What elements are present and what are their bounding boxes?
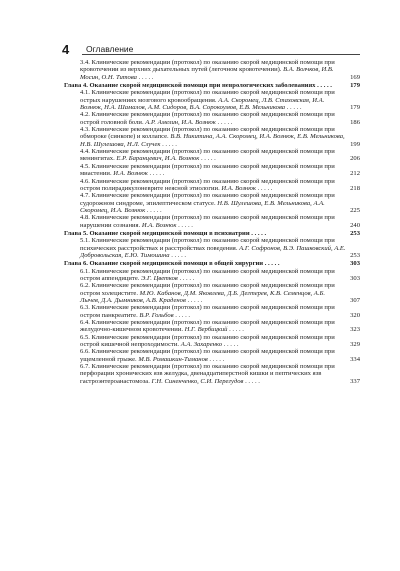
toc-leader-dots: . . . . .: [227, 326, 244, 334]
toc-page-number: 225: [350, 206, 360, 214]
toc-entry-title: [80, 111, 360, 126]
toc-entry-authors: А.А. Захаренко: [180, 341, 223, 349]
toc-entry[interactable]: [64, 148, 360, 163]
toc-leader-dots: . . . . .: [136, 73, 154, 81]
page-number: 4: [62, 42, 70, 57]
toc-chapter[interactable]: [64, 82, 360, 89]
toc-page-number: 329: [350, 341, 360, 349]
toc-entry-authors: А.Г. Софронов, В.Э. Пашковский, А.Е. Добровольская, Е.Ю. Тимошина: [80, 244, 346, 259]
toc-leader-dots: . . . . .: [215, 118, 233, 126]
toc-entry-text: Глава 6. Оказание скорой медицинской помощи в общей хирургии: [64, 260, 264, 268]
toc-entry-authors: А.А. Скоромец, Л.В. Стаховская, И.А. Вознюк, Н.А. Шамалов, А.М. Сидоров, В.А. Сорокоумов, Е.В. Мельникова: [80, 96, 325, 112]
toc-leader-dots: . . . . .: [315, 82, 332, 90]
toc-entry-title: [80, 319, 360, 334]
toc-page-number: 323: [350, 326, 360, 334]
toc-leader-dots: . . . . .: [185, 297, 203, 304]
toc-page-number: 320: [350, 311, 360, 319]
toc-leader-dots: . . . . .: [147, 170, 165, 178]
toc-leader-dots: . . . . .: [145, 206, 162, 214]
toc-entry-authors: И.А. Вознюк: [141, 221, 177, 229]
toc-entry-authors: Е.Р. Баранцевич, И.А. Вознюк: [116, 155, 200, 163]
toc-entry[interactable]: [64, 268, 360, 283]
toc-page-number: 240: [350, 221, 360, 229]
toc-page-number: 218: [350, 184, 360, 192]
toc-entry-title: [80, 192, 360, 214]
page-header: [62, 42, 362, 60]
toc-leader-dots: . . . . .: [160, 140, 177, 148]
toc-entry-title: [80, 268, 360, 283]
toc-page-number: 253: [350, 251, 360, 259]
toc-entry-text: Глава 5. Оказание скорой медицинской помощи в психиатрии: [64, 229, 250, 237]
toc-entry-authors: И.А. Вознюк: [113, 170, 148, 178]
toc-entry[interactable]: [64, 319, 360, 334]
toc-leader-dots: . . . . .: [222, 341, 239, 349]
toc-entry-text: 6.7. Клинические рекомендации (протокол) по оказанию скорой медицинской помощи при перфорации хронических язв желудка, двенадцатиперстной кишки и пептических язв гастроэнтероанастомоза.: [80, 363, 335, 385]
toc-entry-text: 6.6. Клинические рекомендации (протокол) по оказанию скорой медицинской помощи при ущемленной грыже.: [80, 348, 335, 363]
toc-entry[interactable]: [64, 282, 360, 304]
toc-entry-title: [80, 163, 360, 178]
toc-entry-authors: И.А. Вознюк: [221, 184, 256, 192]
toc-entry-text: 6.1. Клинические рекомендации (протокол) по оказанию скорой медицинской помощи при остром аппендиците.: [80, 267, 335, 282]
toc-leader-dots: . . . . .: [169, 251, 187, 259]
toc-entry-authors: Н.В. Шулешова, Е.В. Мельникова, А.А. Скоромец, И.А. Вознюк: [80, 199, 325, 214]
toc-entry-text: 4.5. Клинические рекомендации (протокол) по оказанию скорой медицинской помощи при миастении.: [80, 162, 335, 178]
toc-entry-authors: М.В. Ромашкин-Тиманов: [138, 355, 208, 363]
toc-entry[interactable]: [64, 178, 360, 193]
toc-entry[interactable]: [64, 304, 360, 319]
toc-page-number: 334: [350, 355, 360, 363]
toc-entry-title: [80, 237, 360, 259]
toc-entry-title: [80, 126, 360, 148]
toc-entry[interactable]: [64, 111, 360, 126]
toc-entry-title: [64, 230, 360, 237]
toc-entry-title: [64, 260, 360, 267]
toc-entry-text: 5.1. Клинические рекомендации (протокол) по оказанию скорой медицинской помощи при психических расстройствах и расстройствах поведения.: [80, 237, 335, 252]
toc-entry[interactable]: [64, 348, 360, 363]
toc-entry-text: 4.4. Клинические рекомендации (протокол) по оказанию скорой медицинской помощи при менингитах.: [80, 148, 335, 163]
toc-leader-dots: . . . . .: [255, 184, 273, 192]
toc-page-number: 199: [350, 140, 360, 148]
toc-leader-dots: . . . . .: [173, 311, 191, 319]
toc-page-number: 169: [350, 73, 360, 81]
toc-entry-text: 6.3. Клинические рекомендации (протокол) по оказанию скорой медицинской помощи при остром панкреатите.: [80, 304, 335, 319]
toc-entry[interactable]: [64, 334, 360, 349]
toc-page-number: 179: [350, 82, 360, 90]
toc-entry-text: Глава 4. Оказание скорой медицинской помощи при неврологических заболеваниях: [64, 82, 316, 90]
toc-page-number: 337: [350, 377, 360, 385]
toc-entry-title: [80, 148, 360, 163]
toc-entry-text: 6.4. Клинические рекомендации (протокол) по оказанию скорой медицинской помощи при желудочно-кишечном кровотечении.: [80, 319, 335, 334]
toc-entry[interactable]: [64, 214, 360, 229]
toc-page-number: 206: [350, 155, 360, 163]
toc-entry-text: 6.5. Клинические рекомендации (протокол) по оказанию скорой медицинской помощи при острой кишечной непроходимости.: [80, 333, 335, 349]
toc-entry-authors: Э.Г. Цветков: [141, 274, 178, 282]
toc-entry-title: [80, 348, 360, 363]
toc-leader-dots: . . . . .: [285, 104, 302, 112]
toc-leader-dots: . . . . .: [207, 355, 225, 363]
toc-entry[interactable]: [64, 89, 360, 111]
toc-entry-title: [80, 363, 360, 385]
toc-entry[interactable]: [64, 363, 360, 385]
toc-page-number: 212: [350, 170, 360, 178]
toc-entry-authors: Г.Н. Синенченко, С.И. Перегудов: [151, 377, 244, 385]
toc-entry[interactable]: [64, 163, 360, 178]
toc-entry-title: [80, 59, 360, 81]
toc-chapter[interactable]: [64, 230, 360, 237]
toc-page-number: 186: [350, 118, 360, 126]
toc-entry-authors: М.Ю. Кабанов, Д.М. Яковлева, Д.Б. Дегтерев, К.В. Семенцов, А.Б. Лычев, Д.А. Дымников, А.В. Краденов: [80, 289, 326, 304]
toc-entry-authors: В.В. Никитина, А.А. Скоромец, И.А. Вознюк, Е.В. Мельникова, Н.В. Шулешова, Н.Л. Случек: [80, 133, 345, 148]
toc-entry-text: 4.3. Клинические рекомендации (протокол) по оказанию скорой медицинской помощи при обмороке (синкопе) и коллапсе.: [80, 126, 335, 141]
toc-leader-dots: . . . . .: [199, 155, 216, 163]
toc-page-number: 179: [350, 104, 360, 112]
toc-entry-title: [80, 214, 360, 229]
toc-entry-text: 6.2. Клинические рекомендации (протокол) по оказанию скорой медицинской помощи при остром холецистите.: [80, 282, 335, 297]
toc-page-number: 303: [350, 274, 360, 282]
toc-entry-text: 4.7. Клинические рекомендации (протокол) по оказанию скорой медицинской помощи при судорожном синдроме, эпилептическом статусе.: [80, 192, 335, 207]
toc-entry-title: [80, 282, 360, 304]
toc-entry[interactable]: [64, 237, 360, 259]
toc-leader-dots: . . . . .: [249, 229, 267, 237]
toc-entry-text: 4.2. Клинические рекомендации (протокол) по оказанию скорой медицинской помощи при острой головной боли.: [80, 111, 335, 126]
toc-entry-title: [80, 89, 360, 111]
toc-chapter[interactable]: [64, 260, 360, 267]
toc-leader-dots: . . . . .: [176, 221, 193, 229]
toc-entry-authors: А.Р. Амелин, И.А. Вознюк: [145, 118, 216, 126]
toc-leader-dots: . . . . .: [243, 377, 260, 385]
toc-entry-authors: В.Р. Гольбов: [139, 311, 174, 319]
running-header-title: Оглавление: [86, 44, 134, 54]
toc-entry-text: 3.4. Клинические рекомендации (протокол) по оказанию скорой медицинской помощи при кровотечении из верхних дыхательных путей (легочном кровотечении).: [80, 59, 335, 74]
toc-page-number: 253: [350, 229, 360, 237]
toc-page-number: 307: [350, 297, 360, 304]
toc-entry-authors: Н.Г. Вербицкий: [184, 326, 228, 334]
toc-leader-dots: . . . . .: [263, 260, 280, 268]
toc-leader-dots: . . . . .: [177, 274, 195, 282]
toc-entry[interactable]: [64, 192, 360, 214]
toc-entry[interactable]: [64, 126, 360, 148]
toc-entry-text: 4.1. Клинические рекомендации (протокол) по оказанию скорой медицинской помощи при острых нарушениях мозгового кровообращения.: [80, 89, 335, 104]
header-rule: [82, 54, 360, 55]
toc-entry-title: [64, 82, 360, 89]
toc-entry-text: 4.6. Клинические рекомендации (протокол) по оказанию скорой медицинской помощи при остром полирадикулоневрите неясной этиологии.: [80, 177, 335, 192]
toc-entry-title: [80, 334, 360, 349]
toc-entry-text: 4.8. Клинические рекомендации (протокол) по оказанию скорой медицинской помощи при нарушении сознания.: [80, 214, 335, 229]
toc-page-number: 303: [350, 260, 360, 268]
toc-entry[interactable]: [64, 59, 360, 81]
toc-entry-authors: В.А. Волчков, И.В. Мосин, О.Н. Титова: [80, 66, 334, 81]
table-of-contents: [64, 59, 360, 385]
toc-entry-title: [80, 178, 360, 193]
toc-entry-title: [80, 304, 360, 319]
